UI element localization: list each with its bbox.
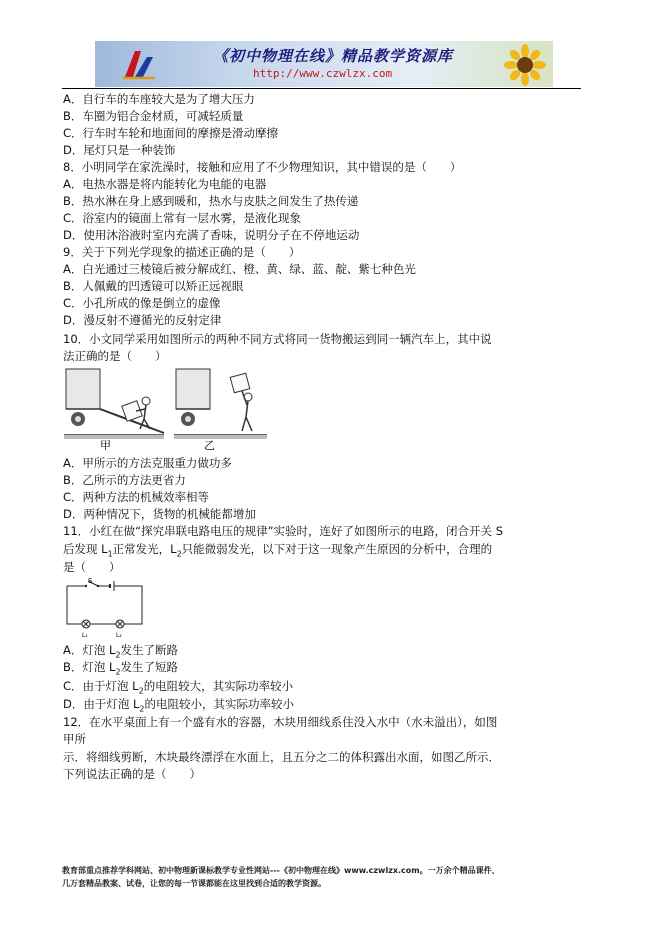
q8-option-a: A．电热水器是将内能转化为电能的电器: [63, 177, 267, 191]
q11-option-b-subscript: 2: [115, 667, 121, 677]
q11-option-c-subscript: 2: [138, 686, 144, 696]
q8-stem: 8．小明同学在家洗澡时，接触和应用了不少物理知识，其中错误的是（ ）: [63, 160, 462, 174]
header-title: 《初中物理在线》精品教学资源库: [213, 47, 454, 65]
q11-stem-line2: [63, 541, 492, 562]
q7-option-a: A．自行车的车座较大是为了增大压力: [63, 92, 255, 106]
q10-figure-label-right: 乙: [204, 439, 215, 452]
header-rule: [62, 88, 581, 89]
q11-option-b-text2: 发生了短路: [120, 660, 179, 674]
q11-option-a-subscript: 2: [115, 650, 121, 660]
q12-stem-line4: 下列说法正确的是（ ）: [63, 767, 201, 781]
q9-stem: 9．关于下列光学现象的描述正确的是（ ）: [63, 245, 301, 259]
q10-stem-line2: 法正确的是（ ）: [63, 349, 167, 363]
header-url[interactable]: http://www.czwlzx.com: [253, 67, 393, 80]
q8-option-b: B．热水淋在身上感到暖和，热水与皮肤之间发生了热传递: [63, 194, 359, 208]
q12-stem-line2: 甲所: [63, 732, 86, 746]
q11-option-d-text1: D．由于灯泡 L: [63, 697, 140, 711]
q9-option-a: A．白光通过三棱镜后被分解成红、橙、黄、绿、蓝、靛、紫七种色光: [63, 262, 416, 276]
q11-option-c-text2: 的电阻较大，其实际功率较小: [143, 679, 294, 693]
q9-option-d: D．漫反射不遵循光的反射定律: [63, 313, 222, 327]
footer-line2: 几万套精品教案、试卷，让您的每一节课都能在这里找到合适的教学资源。: [62, 879, 326, 888]
q10-option-c: C．两种方法的机械效率相等: [63, 490, 210, 504]
q11-lamp2-label: L₂: [116, 632, 122, 639]
q10-figure-label-left: 甲: [100, 439, 111, 452]
footer-line1: 教育部重点推荐学科网站、初中物理新课标教学专业性网站---《初中物理在线》www.czwlzx.com。一万余个精品课件、: [62, 866, 500, 875]
q11-stem-line2-part3: 只能微弱发光，以下对于这一现象产生原因的分析中，合理的: [181, 542, 493, 556]
site-logo-icon: [121, 47, 157, 81]
header-banner: [95, 41, 553, 87]
q10-figure: [64, 367, 269, 453]
q9-option-b: B．人佩戴的凹透镜可以矫正远视眼: [63, 279, 244, 293]
q11-stem-subscript-2: 2: [176, 549, 182, 559]
q11-stem-line1: 11．小红在做“探究串联电路电压的规律”实验时，连好了如图所示的电路，闭合开关 S: [63, 524, 503, 538]
q8-option-c: C．浴室内的镜面上常有一层水雾，是液化现象: [63, 211, 302, 225]
q10-option-d: D．两种情况下，货物的机械能都增加: [63, 507, 256, 521]
q8-option-d: D．使用沐浴液时室内充满了香味，说明分子在不停地运动: [63, 228, 360, 242]
q11-option-a-text2: 发生了断路: [120, 643, 179, 657]
q10-stem-line1: 10．小文同学采用如图所示的两种不同方式将同一货物搬运到同一辆汽车上，其中说: [63, 332, 492, 346]
q11-stem-line2-part2: 正常发光，L: [112, 542, 177, 556]
q11-option-c-text1: C．由于灯泡 L: [63, 679, 139, 693]
q7-option-b: B．车圈为铝合金材质，可减轻质量: [63, 109, 244, 123]
q11-stem-line2-part1: 后发现 L: [63, 542, 108, 556]
q10-figure-right: [174, 369, 267, 452]
q7-option-c: C．行车时车轮和地面间的摩擦是滑动摩擦: [63, 126, 279, 140]
sunflower-icon: [503, 43, 547, 87]
q10-figure-left: [64, 369, 164, 452]
q11-option-d-text2: 的电阻较小，其实际功率较小: [144, 697, 295, 711]
q11-stem-subscript-1: 1: [107, 549, 113, 559]
q7-option-d: D．尾灯只是一种装饰: [63, 143, 176, 157]
q12-stem-line3: 示．将细线剪断，木块最终漂浮在水面上，且五分之二的体积露出水面，如图乙所示．: [63, 750, 500, 764]
q11-circuit-figure: [64, 576, 146, 640]
q9-option-c: C．小孔所成的像是倒立的虚像: [63, 296, 221, 310]
q11-stem-line3: 是（ ）: [63, 560, 121, 574]
q10-option-b: B．乙所示的方法更省力: [63, 473, 186, 487]
q12-stem-line1: 12．在水平桌面上有一个盛有水的容器，木块用细线系住没入水中（水未溢出），如图: [63, 715, 498, 729]
q11-switch-label: S: [88, 577, 93, 585]
q11-lamp1-label: L₁: [82, 632, 88, 639]
q11-option-a-text1: A．灯泡 L: [63, 643, 116, 657]
q11-option-d-subscript: 2: [139, 704, 145, 714]
q11-option-b-text1: B．灯泡 L: [63, 660, 116, 674]
q10-option-a: A．甲所示的方法克服重力做功多: [63, 456, 232, 470]
